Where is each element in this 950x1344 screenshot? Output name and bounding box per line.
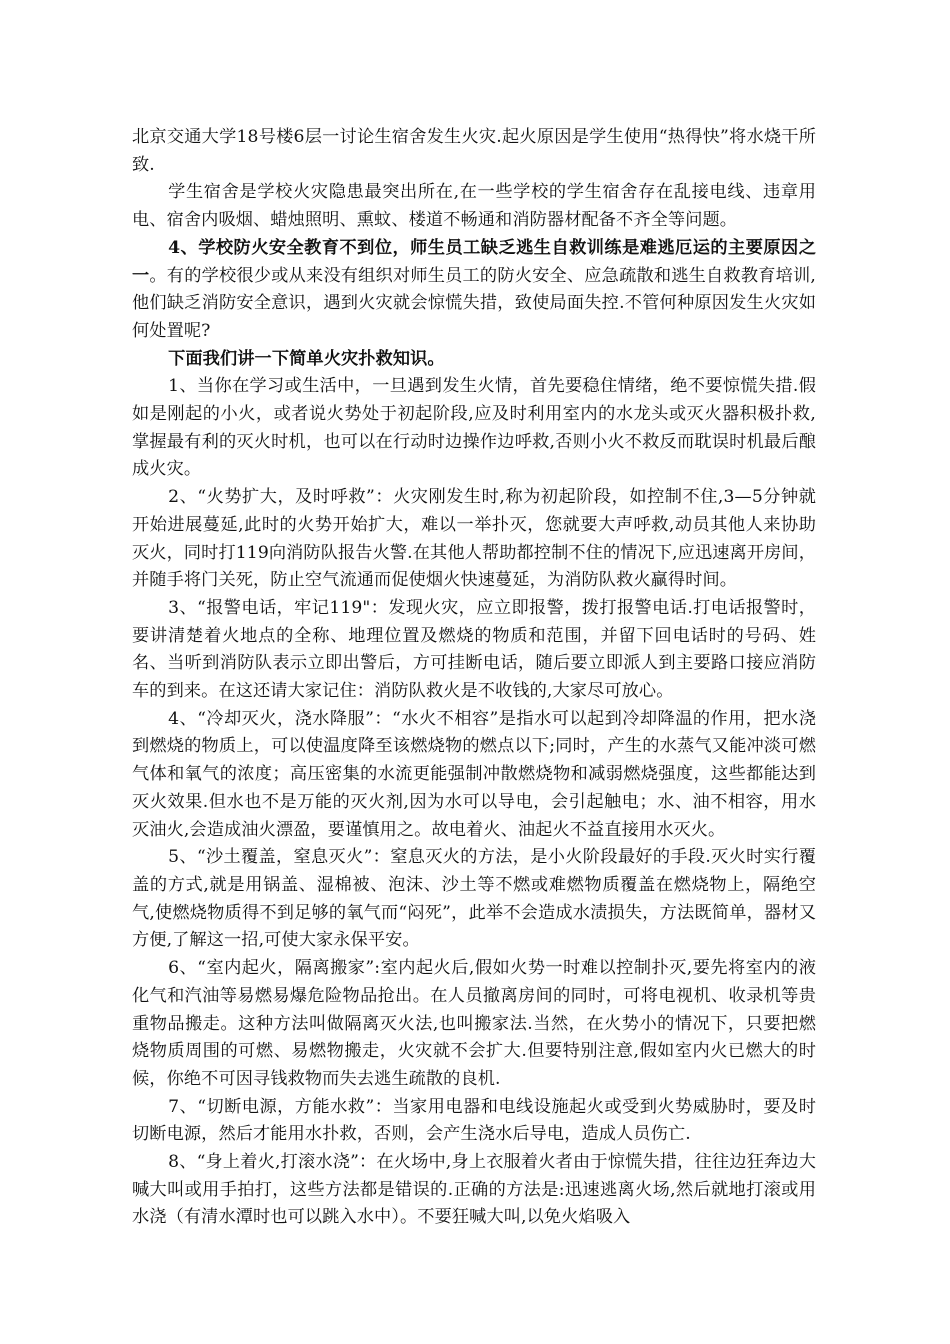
paragraph — [132, 373, 816, 484]
paragraph-text: 5、“沙土覆盖，窒息灭火”：窒息灭火的方法，是小火阶段最好的手段.灭火时实行覆盖的方式,就是用锅盖、湿棉被、泡沫、沙土等不燃或难燃物质覆盖在燃烧物上，隔绝空气,使燃烧物质得不到足够的氧气而“闷死”，此举不会造成水渍损失，方法既简单，器材又方便,了解这一招,可使大家永保平安。 — [132, 847, 816, 951]
paragraph-text: 学生宿舍是学校火灾隐患最突出所在,在一些学校的学生宿舍存在乱接电线、违章用电、宿舍内吸烟、蜡烛照明、熏蚊、楼道不畅通和消防器材配备不齐全等问题。 — [132, 182, 816, 231]
paragraph-text: 4、“冷却灭火，浇水降服”：“水火不相容”是指水可以起到冷却降温的作用，把水浇到燃烧的物质上，可以使温度降至该燃烧物的燃点以下;同时，产生的水蒸气又能冲淡可燃气体和氧气的浓度；高压密集的水流更能强制冲散燃烧物和减弱燃烧强度，这些都能达到灭火效果.但水也不是万能的灭火剂,因为水可以导电，会引起触电；水、油不相容，用水灭油火,会造成油火漂盈，要谨慎用之。故电着火、油起火不益直接用水灭火。 — [132, 708, 816, 840]
paragraph — [132, 595, 816, 706]
paragraph — [132, 235, 816, 346]
paragraph-text: 8、“身上着火,打滚水浇”：在火场中,身上衣服着火者由于惊慌失措，往往边狂奔边大喊大叫或用手拍打，这些方法都是错误的.正确的方法是:迅速逃离火场,然后就地打滚或用水浇（有清水潭时也可以跳入水中）。不要狂喊大叫,以免火焰吸入 — [132, 1152, 816, 1228]
paragraph-bold-heading: 4、学校防火安全教育不到位，师生员工缺乏逃生自救训练是难逃厄运的主要原因之一 — [132, 237, 816, 286]
paragraph — [132, 484, 816, 595]
paragraph-text: 2、“火势扩大，及时呼救”：火灾刚发生时,称为初起阶段，如控制不住,3—5分钟就开始进展蔓延,此时的火势开始扩大，难以一举扑灭，您就要大声呼救,动员其他人来协助灭火，同时打119向消防队报告火警.在其他人帮助都控制不住的情况下,应迅速离开房间，并随手将门关死，防止空气流通而促使烟火快速蔓延，为消防队救火赢得时间。 — [132, 487, 816, 591]
document-page — [132, 124, 816, 1232]
paragraph-text: 。有的学校很少或从来没有组织对师生员工的防火安全、应急疏散和逃生自救教育培训,他们缺乏消防安全意识，遇到火灾就会惊慌失措，致使局面失控.不管何种原因发生火灾如何处置呢? — [132, 265, 816, 341]
section-heading — [132, 346, 816, 374]
paragraph — [132, 955, 816, 1094]
paragraph — [132, 179, 816, 234]
paragraph — [132, 706, 816, 845]
paragraph — [132, 1094, 816, 1149]
paragraph — [132, 124, 816, 179]
paragraph-text: 1、当你在学习或生活中，一旦遇到发生火情，首先要稳住情绪，绝不要惊慌失措.假如是刚起的小火，或者说火势处于初起阶段,应及时利用室内的水龙头或灭火器积极扑救,掌握最有利的灭火时机，也可以在行动时边操作边呼救,否则小火不救反而耽误时机最后酿成火灾。 — [132, 376, 816, 480]
section-heading-text: 下面我们讲一下简单火灾扑救知识。 — [168, 348, 445, 369]
paragraph — [132, 844, 816, 955]
paragraph-text: 7、“切断电源，方能水救”：当家用电器和电线设施起火或受到火势威胁时，要及时切断电源，然后才能用水扑救，否则，会产生浇水后导电，造成人员伤亡. — [132, 1096, 816, 1145]
paragraph-text: 3、“报警电话，牢记119"：发现火灾，应立即报警，拨打报警电话.打电话报警时，要讲清楚着火地点的全称、地理位置及燃烧的物质和范围，并留下回电话时的号码、姓名、当听到消防队表示立即出警后，方可挂断电话，随后要立即派人到主要路口接应消防车的到来。在这还请大家记住：消防队救火是不收钱的,大家尽可放心。 — [132, 597, 816, 702]
paragraph-text: 北京交通大学18号楼6层一讨论生宿舍发生火灾.起火原因是学生使用“热得快”将水烧干所致. — [132, 127, 816, 175]
paragraph-text: 6、“室内起火，隔离搬家”:室内起火后,假如火势一时难以控制扑灭,要先将室内的液化气和汽油等易燃易爆危险物品抢出。在人员撤离房间的同时，可将电视机、收录机等贵重物品搬走。这种方法叫做隔离灭火法,也叫搬家法.当然，在火势小的情况下，只要把燃烧物质周围的可燃、易燃物搬走，火灾就不会扩大.但要特别注意,假如室内火已燃大的时候，你绝不可因寻钱救物而失去逃生疏散的良机. — [132, 958, 816, 1089]
paragraph — [132, 1149, 816, 1232]
